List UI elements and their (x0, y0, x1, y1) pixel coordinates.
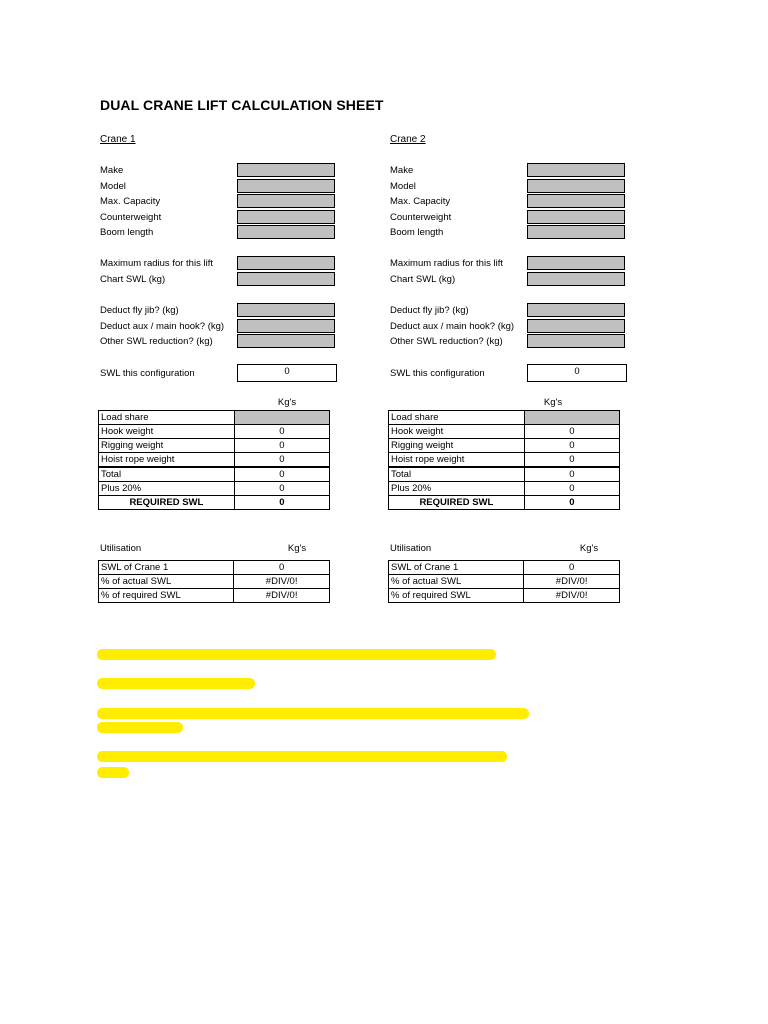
table-row (389, 496, 620, 510)
model-row (98, 179, 338, 194)
table-row (99, 496, 330, 510)
kgs-header: Kg's (277, 397, 297, 408)
highlight-bar (97, 722, 183, 733)
table-row (99, 439, 330, 453)
capacity-label: Max. Capacity (100, 196, 161, 207)
swl-config-row (98, 366, 338, 381)
load-share-label: Load share (389, 411, 525, 425)
utilisation-table (388, 560, 620, 603)
utilisation-label: Utilisation (390, 543, 432, 554)
chart-swl-label: Chart SWL (kg) (390, 273, 456, 285)
actual-swl-pct-label: % of actual SWL (389, 575, 524, 589)
plus-20-value: 0 (234, 482, 329, 496)
actual-swl-pct-value: #DIV/0! (234, 575, 330, 589)
make-label: Make (390, 165, 414, 176)
deduct-hook-row (98, 319, 338, 334)
make-label: Make (100, 165, 124, 176)
other-reduction-label: Other SWL reduction? (kg) (390, 336, 503, 347)
make-row (98, 163, 338, 178)
swl-config-label: SWL this configuration (100, 368, 195, 379)
hook-weight-label: Hook weight (389, 425, 525, 439)
rigging-weight-value: 0 (524, 439, 619, 453)
page-title: DUAL CRANE LIFT CALCULATION SHEET (100, 97, 384, 113)
max-radius-label: Maximum radius for this lift (390, 258, 503, 269)
chart-swl-label: Chart SWL (kg) (100, 273, 166, 285)
counterweight-row (388, 210, 628, 225)
crane-heading: Crane 2 (390, 134, 426, 145)
actual-swl-pct-value: #DIV/0! (524, 575, 620, 589)
total-value: 0 (234, 467, 329, 482)
load-table (388, 410, 620, 510)
highlight-bar (97, 678, 255, 689)
boom-length-row (388, 225, 628, 240)
max-radius-row (388, 256, 628, 271)
deduct-hook-input[interactable] (527, 319, 625, 333)
max-radius-input[interactable] (237, 256, 335, 270)
swl-config-value: 0 (237, 364, 337, 382)
utilisation-label: Utilisation (100, 543, 142, 554)
chart-swl-input[interactable] (527, 272, 625, 286)
counterweight-row (98, 210, 338, 225)
load-share-label: Load share (99, 411, 235, 425)
table-row (99, 589, 330, 603)
max-radius-row (98, 256, 338, 271)
required-swl-label: REQUIRED SWL (389, 496, 525, 510)
crane-2-section (388, 0, 620, 1024)
table-row (99, 411, 330, 425)
deduct-hook-label: Deduct aux / main hook? (kg) (390, 320, 515, 332)
utilisation-table (98, 560, 330, 603)
table-row (389, 561, 620, 575)
deduct-jib-label: Deduct fly jib? (kg) (390, 305, 469, 316)
swl-of-crane-value: 0 (234, 561, 330, 575)
required-swl-value: 0 (524, 496, 619, 510)
required-swl-pct-label: % of required SWL (99, 589, 234, 603)
rigging-weight-label: Rigging weight (99, 439, 235, 453)
plus-20-label: Plus 20% (99, 482, 235, 496)
table-row (389, 439, 620, 453)
deduct-hook-input[interactable] (237, 319, 335, 333)
hoist-rope-value: 0 (524, 453, 619, 468)
required-swl-label: REQUIRED SWL (99, 496, 235, 510)
boom-length-input[interactable] (237, 225, 335, 239)
hoist-rope-label: Hoist rope weight (99, 453, 235, 468)
required-swl-value: 0 (234, 496, 329, 510)
table-row (99, 482, 330, 496)
load-table (98, 410, 330, 510)
other-reduction-label: Other SWL reduction? (kg) (100, 336, 213, 347)
other-reduction-row (98, 334, 338, 349)
model-input[interactable] (527, 179, 625, 193)
capacity-input[interactable] (237, 194, 335, 208)
kgs-header: Kg's (543, 397, 563, 408)
table-row (389, 482, 620, 496)
table-row (389, 453, 620, 468)
model-label: Model (100, 180, 126, 192)
total-label: Total (389, 467, 525, 482)
swl-of-crane-value: 0 (524, 561, 620, 575)
boom-length-row (98, 225, 338, 240)
table-row (99, 467, 330, 482)
counterweight-input[interactable] (237, 210, 335, 224)
swl-of-crane-label: SWL of Crane 1 (389, 561, 524, 575)
load-share-input[interactable] (524, 411, 619, 425)
counterweight-input[interactable] (527, 210, 625, 224)
hook-weight-value: 0 (234, 425, 329, 439)
hook-weight-value: 0 (524, 425, 619, 439)
utilisation-kgs-header: Kg's (579, 543, 599, 554)
capacity-row (98, 194, 338, 209)
other-reduction-row (388, 334, 628, 349)
plus-20-value: 0 (524, 482, 619, 496)
max-radius-input[interactable] (527, 256, 625, 270)
other-reduction-input[interactable] (527, 334, 625, 348)
make-row (388, 163, 628, 178)
table-row (389, 589, 620, 603)
actual-swl-pct-label: % of actual SWL (99, 575, 234, 589)
chart-swl-row (388, 272, 628, 287)
boom-length-label: Boom length (100, 227, 154, 238)
other-reduction-input[interactable] (237, 334, 335, 348)
make-input[interactable] (527, 163, 625, 177)
chart-swl-input[interactable] (237, 272, 335, 286)
table-row (99, 561, 330, 575)
deduct-jib-row (98, 303, 338, 318)
load-share-input[interactable] (234, 411, 329, 425)
table-row (389, 467, 620, 482)
hook-weight-label: Hook weight (99, 425, 235, 439)
swl-config-value: 0 (527, 364, 627, 382)
model-label: Model (390, 180, 416, 192)
hoist-rope-label: Hoist rope weight (389, 453, 525, 468)
utilisation-kgs-header: Kg's (287, 543, 307, 554)
deduct-jib-input[interactable] (237, 303, 335, 317)
deduct-jib-label: Deduct fly jib? (kg) (100, 305, 179, 316)
required-swl-pct-value: #DIV/0! (524, 589, 620, 603)
total-label: Total (99, 467, 235, 482)
chart-swl-row (98, 272, 338, 287)
max-radius-label: Maximum radius for this lift (100, 258, 213, 269)
table-row (389, 411, 620, 425)
total-value: 0 (524, 467, 619, 482)
hoist-rope-value: 0 (234, 453, 329, 468)
crane-1-section (98, 0, 330, 1024)
swl-config-row (388, 366, 628, 381)
table-row (389, 575, 620, 589)
model-input[interactable] (237, 179, 335, 193)
boom-length-label: Boom length (390, 227, 444, 238)
deduct-jib-input[interactable] (527, 303, 625, 317)
counterweight-label: Counterweight (100, 211, 162, 223)
capacity-input[interactable] (527, 194, 625, 208)
deduct-hook-label: Deduct aux / main hook? (kg) (100, 320, 225, 332)
required-swl-pct-value: #DIV/0! (234, 589, 330, 603)
highlight-bar (97, 708, 529, 719)
highlight-bar (97, 767, 129, 778)
deduct-jib-row (388, 303, 628, 318)
rigging-weight-label: Rigging weight (389, 439, 525, 453)
swl-config-label: SWL this configuration (390, 368, 485, 379)
model-row (388, 179, 628, 194)
highlight-bar (97, 649, 496, 660)
highlight-bar (97, 751, 507, 762)
table-row (99, 453, 330, 468)
boom-length-input[interactable] (527, 225, 625, 239)
make-input[interactable] (237, 163, 335, 177)
capacity-label: Max. Capacity (390, 196, 451, 207)
table-row (99, 575, 330, 589)
capacity-row (388, 194, 628, 209)
rigging-weight-value: 0 (234, 439, 329, 453)
crane-heading: Crane 1 (100, 134, 136, 145)
plus-20-label: Plus 20% (389, 482, 525, 496)
table-row (389, 425, 620, 439)
table-row (99, 425, 330, 439)
deduct-hook-row (388, 319, 628, 334)
required-swl-pct-label: % of required SWL (389, 589, 524, 603)
swl-of-crane-label: SWL of Crane 1 (99, 561, 234, 575)
counterweight-label: Counterweight (390, 211, 452, 223)
